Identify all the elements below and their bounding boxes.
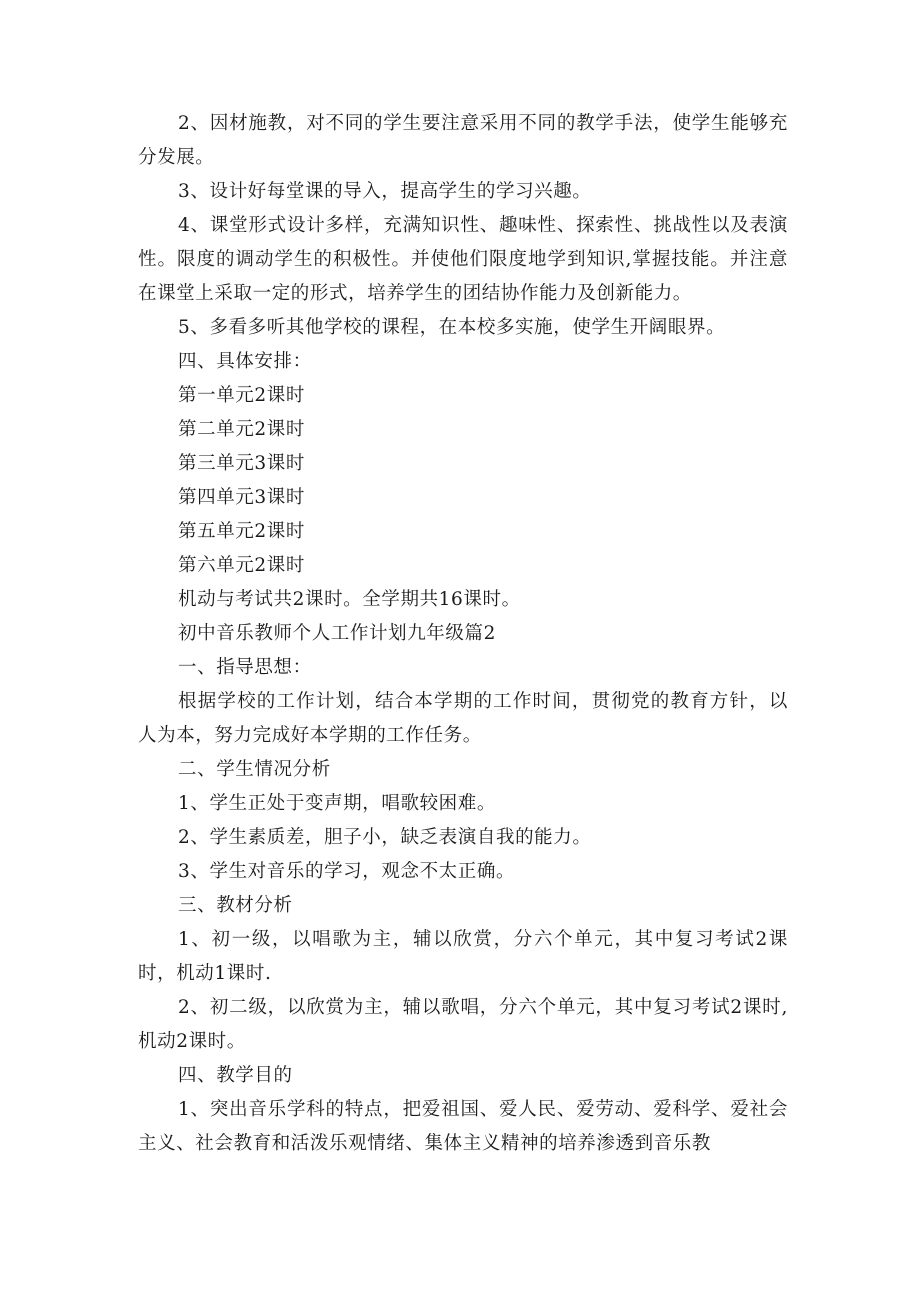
section-heading-guiding-ideology: 一、指导思想：: [178, 657, 312, 678]
schedule-unit-1: 第一单元2课时: [178, 385, 305, 406]
section-heading-textbook-analysis: 三、教材分析: [178, 895, 293, 916]
paragraph-observe-other-schools: 5、多看多听其他学校的课程，在本校多实施，使学生开阔眼界。: [178, 317, 726, 338]
article-title-part-2: 初中音乐教师个人工作计划九年级篇2: [178, 623, 496, 644]
paragraph-teach-by-aptitude: 2、因材施教，对不同的学生要注意采用不同的教学手法，使学生能够充分发展。: [138, 113, 788, 168]
schedule-total: 机动与考试共2课时。全学期共16课时。: [178, 589, 521, 610]
paragraph-lesson-intro: 3、设计好每堂课的导入，提高学生的学习兴趣。: [178, 181, 592, 202]
paragraph-guiding-ideology: 根据学校的工作计划，结合本学期的工作时间，贯彻党的教育方针，以人为本，努力完成好本学期的工作任务。: [138, 691, 788, 746]
textbook-analysis-item-2: 2、初二级，以欣赏为主，辅以歌唱，分六个单元，其中复习考试2课时,机动2课时。: [138, 997, 788, 1052]
section-heading-student-analysis: 二、学生情况分析: [178, 759, 331, 780]
section-heading-schedule: 四、具体安排：: [178, 351, 312, 372]
schedule-unit-5: 第五单元2课时: [178, 521, 305, 542]
textbook-analysis-item-1: 1、初一级，以唱歌为主，辅以欣赏，分六个单元，其中复习考试2课时，机动1课时.: [138, 929, 788, 984]
document-body: [138, 107, 788, 1161]
section-heading-teaching-goals: 四、教学目的: [178, 1065, 293, 1086]
schedule-unit-2: 第二单元2课时: [178, 419, 305, 440]
schedule-unit-6: 第六单元2课时: [178, 555, 305, 576]
student-analysis-item-1: 1、学生正处于变声期，唱歌较困难。: [178, 793, 496, 814]
student-analysis-item-2: 2、学生素质差，胆子小，缺乏表演自我的能力。: [178, 827, 592, 848]
schedule-unit-4: 第四单元3课时: [178, 487, 305, 508]
paragraph-class-forms: 4、课堂形式设计多样，充满知识性、趣味性、探索性、挑战性以及表演性。限度的调动学生的积极性。并使他们限度地学到知识,掌握技能。并注意在课堂上采取一定的形式，培养学生的团结协作能力及创新能力。: [138, 215, 788, 304]
student-analysis-item-3: 3、学生对音乐的学习，观念不太正确。: [178, 861, 516, 882]
schedule-unit-3: 第三单元3课时: [178, 453, 305, 474]
teaching-goals-item-1: 1、突出音乐学科的特点，把爱祖国、爱人民、爱劳动、爱科学、爱社会主义、社会教育和活泼乐观情绪、集体主义精神的培养渗透到音乐教: [138, 1099, 788, 1154]
